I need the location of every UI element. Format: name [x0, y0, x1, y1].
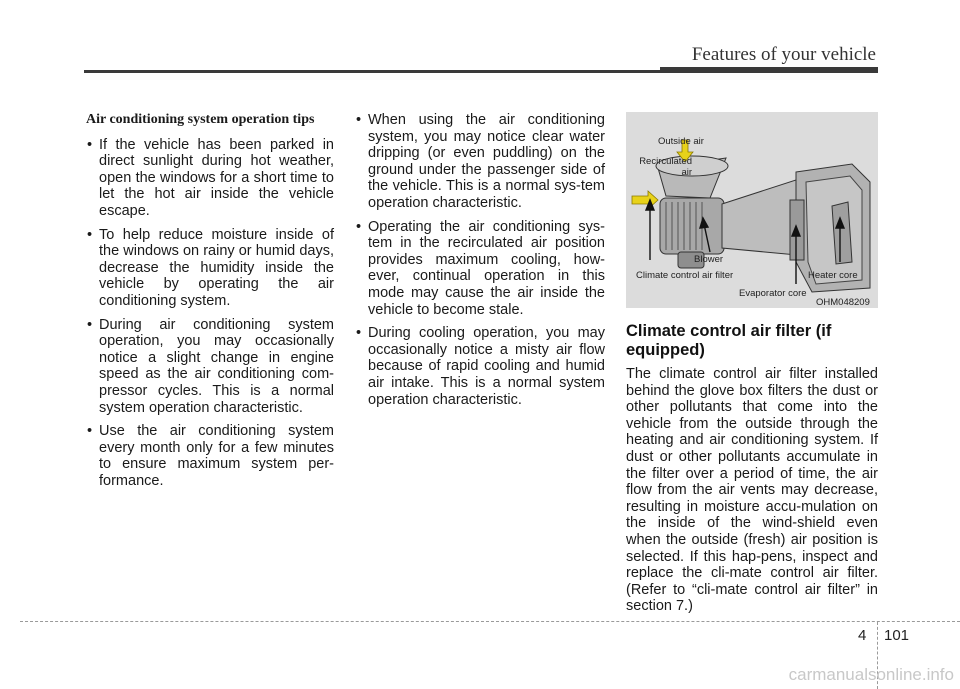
outside-air-label: Outside air [658, 136, 704, 147]
ac-notes-list [355, 112, 605, 408]
heater-core-label: Heater core [808, 270, 858, 281]
climate-filter-heading: Climate control air filter (if equipped) [626, 322, 832, 359]
list-item: • To help reduce moisture inside of the windows on rainy or humid days, decrease the humidity inside the vehicle by operating the air conditioning system. [86, 227, 334, 310]
climate-filter-label: Climate control air filter [636, 270, 734, 281]
chapter-number: 4 [858, 627, 867, 644]
list-item: • During cooling operation, you may occasionally notice a misty air flow because of rapid cooling and humid air intake. This is a normal system operation characteristic. [355, 325, 605, 408]
list-item: • Use the air conditioning system every month only for a few minutes to ensure maximum system per-formance. [86, 423, 334, 489]
list-item: • If the vehicle has been parked in direct sunlight during hot weather, open the windows for a short time to let the hot air inside the vehicle escape. [86, 137, 334, 220]
list-item: • Operating the air conditioning sys-tem in the recirculated air position provides maximum cooling, how-ever, continual operation in this mode may cause the air inside the vehicle to become stale. [355, 219, 605, 319]
ac-tips-heading: Air conditioning system operation tips [86, 112, 315, 127]
section-title: Features of your vehicle [691, 44, 876, 65]
blower-label: Blower [694, 254, 724, 265]
list-item: • When using the air conditioning system, you may notice clear water dripping (or even puddling) on the ground under the passenger side of the vehicle. This is a normal sys-tem operation characteristic. [355, 112, 605, 212]
figure-code: OHM048209 [816, 297, 870, 308]
column-3 [626, 112, 878, 615]
header-rule-accent [660, 67, 878, 73]
hvac-diagram [626, 112, 878, 308]
watermark: carmanualsonline.info [788, 665, 954, 684]
list-item: • During air conditioning system operation, you may occasionally notice a slight change in engine speed as the air conditioning com-pressor cycles. This is a normal system operation characteristic. [86, 317, 334, 417]
column-1 [86, 112, 334, 496]
page-number: 101 [884, 627, 910, 644]
climate-filter-body: The climate control air filter installed behind the glove box filters the dust or other pollutants that come into the vehicle from the outside through the heating and air conditioning system. If dust or other pollutants accumulate in the filter over a period of time, the air flow from the air vents may decrease, resulting in moisture accu-mulation on the inside of the wind-shield even when the outside (fresh) air position is selected. If this hap-pens, inspect and replace the cli-mate control air filter. (Refer to “cli-mate control air filter” in section 7.) [626, 366, 878, 615]
ac-tips-list [86, 137, 334, 490]
evaporator-core-label: Evaporator core [739, 288, 807, 299]
column-2 [355, 112, 605, 415]
footer-rule [20, 621, 960, 622]
recirculated-air-label: Recirculated air [639, 156, 692, 178]
